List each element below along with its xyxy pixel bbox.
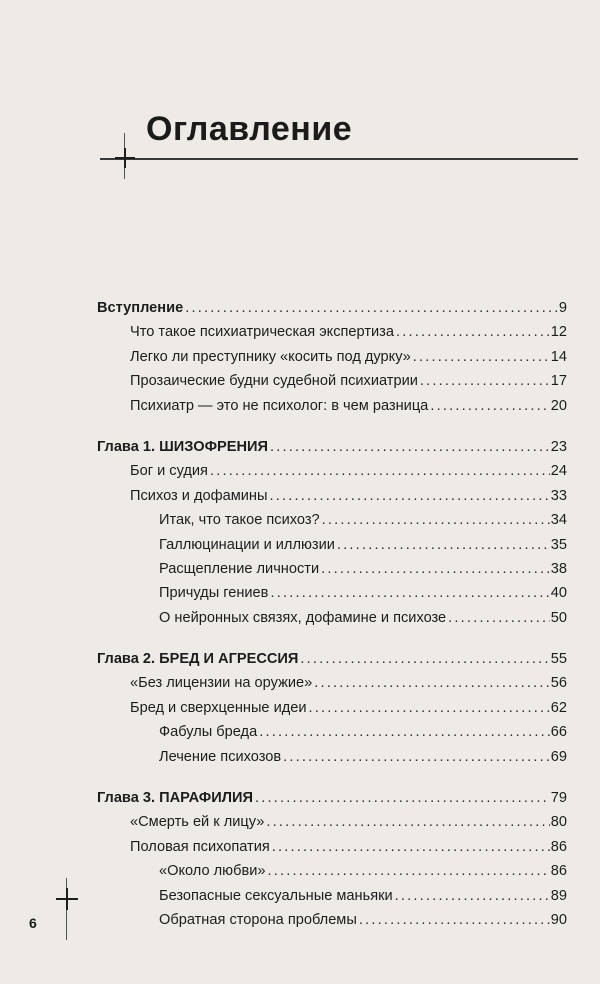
toc-entry-page: 79 xyxy=(550,790,567,807)
toc-section xyxy=(97,435,567,630)
toc-entry-page: 20 xyxy=(550,397,567,414)
toc-chapter-entry xyxy=(97,435,567,459)
toc-entry xyxy=(97,720,567,744)
toc-entry-title: Глава 3. ПАРАФИЛИЯ xyxy=(97,790,253,807)
toc-entry-page: 90 xyxy=(550,911,567,928)
toc-entry-title: Фабулы бреда xyxy=(159,724,258,741)
dot-leader xyxy=(268,859,550,883)
toc-entry-page: 62 xyxy=(550,699,567,716)
toc-entry xyxy=(97,508,567,532)
toc-entry-page: 86 xyxy=(550,863,567,880)
toc-entry-title: Расщепление личности xyxy=(159,560,320,577)
toc-entry-page: 89 xyxy=(550,887,567,904)
dot-leader xyxy=(396,320,550,344)
toc-entry xyxy=(97,859,567,883)
toc-entry xyxy=(97,394,567,418)
toc-entry xyxy=(97,557,567,581)
toc-entry xyxy=(97,835,567,859)
page-number: 6 xyxy=(29,915,37,931)
toc-entry xyxy=(97,369,567,393)
dot-leader xyxy=(413,345,550,369)
toc-entry-page: 17 xyxy=(550,373,567,390)
toc-entry-title: Глава 1. ШИЗОФРЕНИЯ xyxy=(97,438,269,455)
toc-entry-page: 9 xyxy=(558,300,567,316)
toc-entry-title: О нейронных связях, дофамине и психозе xyxy=(159,609,447,626)
toc-entry-page: 50 xyxy=(550,609,567,626)
toc-entry-page: 80 xyxy=(550,814,567,831)
toc-entry-title: «Смерть ей к лицу» xyxy=(130,814,265,831)
toc-entry-page: 66 xyxy=(550,724,567,741)
toc-entry xyxy=(97,345,567,369)
toc-entry-title: Галлюцинации и иллюзии xyxy=(159,536,335,553)
toc-entry xyxy=(97,320,567,344)
toc-entry-title: «Без лицензии на оружие» xyxy=(130,675,313,692)
toc-entry xyxy=(97,810,567,834)
dot-leader xyxy=(420,369,550,393)
footer-cross-mark-vertical xyxy=(66,888,68,910)
toc-entry-title: Психоз и дофамины xyxy=(130,487,268,504)
toc-entry-title: Безопасные сексуальные маньяки xyxy=(159,887,393,904)
dot-leader xyxy=(283,745,550,769)
toc-entry xyxy=(97,696,567,720)
toc-entry-title: Бог и судия xyxy=(130,463,208,480)
toc-entry-title: Легко ли преступнику «косить под дурку» xyxy=(130,348,411,365)
dot-leader xyxy=(270,581,549,605)
table-of-contents xyxy=(97,296,567,949)
toc-entry-page: 38 xyxy=(550,560,567,577)
dot-leader xyxy=(322,508,550,532)
dot-leader xyxy=(269,484,549,508)
toc-entry-title: Половая психопатия xyxy=(130,838,270,855)
toc-entry-page: 86 xyxy=(550,838,567,855)
dot-leader xyxy=(337,533,550,557)
toc-entry xyxy=(97,581,567,605)
toc-entry-title: Психиатр — это не психолог: в чем разница xyxy=(130,397,429,414)
toc-entry xyxy=(97,884,567,908)
dot-leader xyxy=(430,394,549,418)
toc-entry xyxy=(97,671,567,695)
dot-leader xyxy=(270,435,550,459)
toc-entry-page: 40 xyxy=(550,585,567,602)
dot-leader xyxy=(185,296,558,320)
page-title: Оглавление xyxy=(146,110,353,148)
toc-entry-title: «Около любви» xyxy=(159,863,266,880)
dot-leader xyxy=(448,606,550,630)
toc-entry-title: Что такое психиатрическая экспертиза xyxy=(130,324,394,341)
dot-leader xyxy=(321,557,550,581)
dot-leader xyxy=(266,810,549,834)
toc-entry-page: 23 xyxy=(550,438,567,455)
dot-leader xyxy=(300,647,549,671)
toc-entry-title: Итак, что такое психоз? xyxy=(159,512,320,529)
toc-entry xyxy=(97,484,567,508)
dot-leader xyxy=(255,786,550,810)
dot-leader xyxy=(259,720,550,744)
toc-chapter-entry xyxy=(97,296,567,320)
toc-section xyxy=(97,647,567,769)
toc-entry xyxy=(97,908,567,932)
toc-entry-page: 14 xyxy=(550,348,567,365)
toc-entry-title: Прозаические будни судебной психиатрии xyxy=(130,373,418,390)
toc-entry-title: Глава 2. БРЕД И АГРЕССИЯ xyxy=(97,651,299,668)
toc-chapter-entry xyxy=(97,647,567,671)
toc-entry xyxy=(97,533,567,557)
toc-entry-title: Лечение психозов xyxy=(159,748,282,765)
toc-entry-page: 35 xyxy=(550,536,567,553)
header-rule xyxy=(100,158,578,160)
toc-chapter-entry xyxy=(97,786,567,810)
toc-entry xyxy=(97,459,567,483)
toc-section xyxy=(97,786,567,932)
toc-entry-title: Бред и сверхценные идеи xyxy=(130,699,307,716)
toc-entry xyxy=(97,745,567,769)
toc-entry xyxy=(97,606,567,630)
toc-entry-title: Обратная сторона проблемы xyxy=(159,911,357,928)
toc-section xyxy=(97,296,567,418)
toc-entry-page: 69 xyxy=(550,748,567,765)
dot-leader xyxy=(272,835,550,859)
toc-entry-page: 55 xyxy=(550,651,567,668)
dot-leader xyxy=(395,884,550,908)
toc-entry-title: Вступление xyxy=(97,300,184,316)
dot-leader xyxy=(210,459,550,483)
header-cross-mark-vertical xyxy=(124,148,126,168)
toc-entry-page: 24 xyxy=(550,463,567,480)
toc-entry-page: 56 xyxy=(550,675,567,692)
toc-entry-page: 12 xyxy=(550,324,567,341)
toc-entry-page: 34 xyxy=(550,512,567,529)
toc-entry-page: 33 xyxy=(550,487,567,504)
toc-entry-title: Причуды гениев xyxy=(159,585,269,602)
dot-leader xyxy=(359,908,550,932)
dot-leader xyxy=(314,671,550,695)
dot-leader xyxy=(309,696,550,720)
